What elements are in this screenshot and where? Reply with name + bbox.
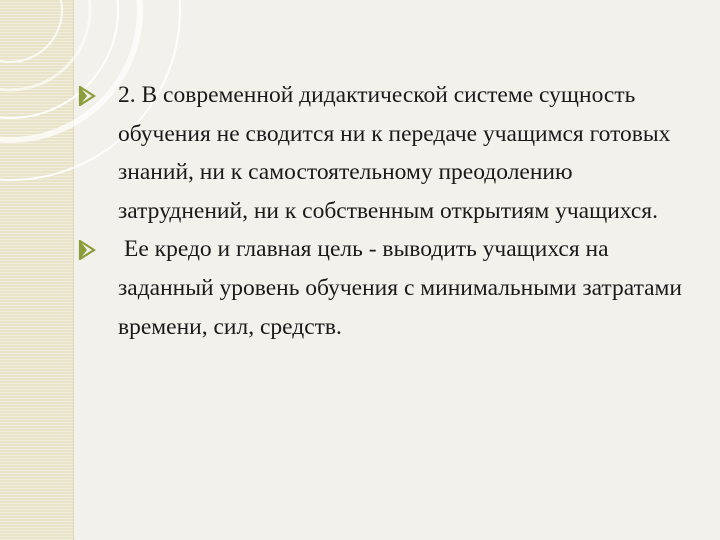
arrow-bullet-icon: [78, 86, 96, 106]
bullet-text-2: Ее кредо и главная цель - выводить учащихся на заданный уровень обучения с минимальными затратами времени, сил, средств.: [118, 236, 682, 340]
ring-inner: [0, 0, 90, 90]
arrow-bullet-icon: [78, 240, 96, 260]
slide-content: [78, 76, 708, 346]
bullet-item-1: [78, 76, 708, 230]
bullet-text-1: 2. В современной дидактической системе сущность обучения не сводится ни к передаче учащимся готовых знаний, ни к самостоятельному преодолению затруднений, ни к собственным открытиям учащихся.: [118, 82, 671, 224]
bullet-item-2: [78, 230, 708, 346]
ring-small: [0, 0, 62, 62]
